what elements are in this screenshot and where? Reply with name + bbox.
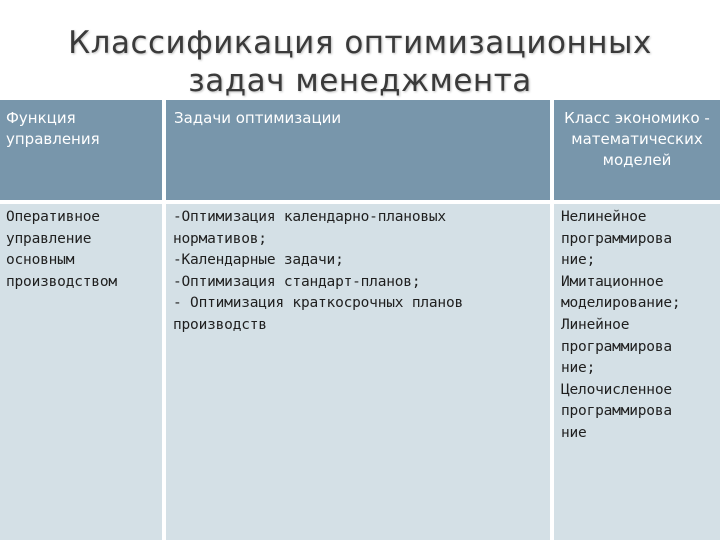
cell-model-class: Нелинейное программирова ние; Имитационное моделирование; Линейное программирова ние; Целочисленное программирова ние [554, 204, 720, 540]
header-model-class: Класс экономико - математических моделей [554, 100, 720, 200]
cell-tasks: -Оптимизация календарно-плановых нормативов; -Календарные задачи; -Оптимизация стандарт-планов; - Оптимизация краткосрочных планов производств [166, 204, 550, 540]
page-title [0, 24, 720, 100]
header-function: Функция управления [0, 100, 162, 200]
title-line-2: задач менеджмента [188, 63, 532, 99]
title-line-1: Классификация оптимизационных [68, 25, 652, 61]
header-tasks: Задачи оптимизации [166, 100, 550, 200]
classification-table [0, 100, 720, 540]
cell-function: Оперативное управление основным производством [0, 204, 162, 540]
